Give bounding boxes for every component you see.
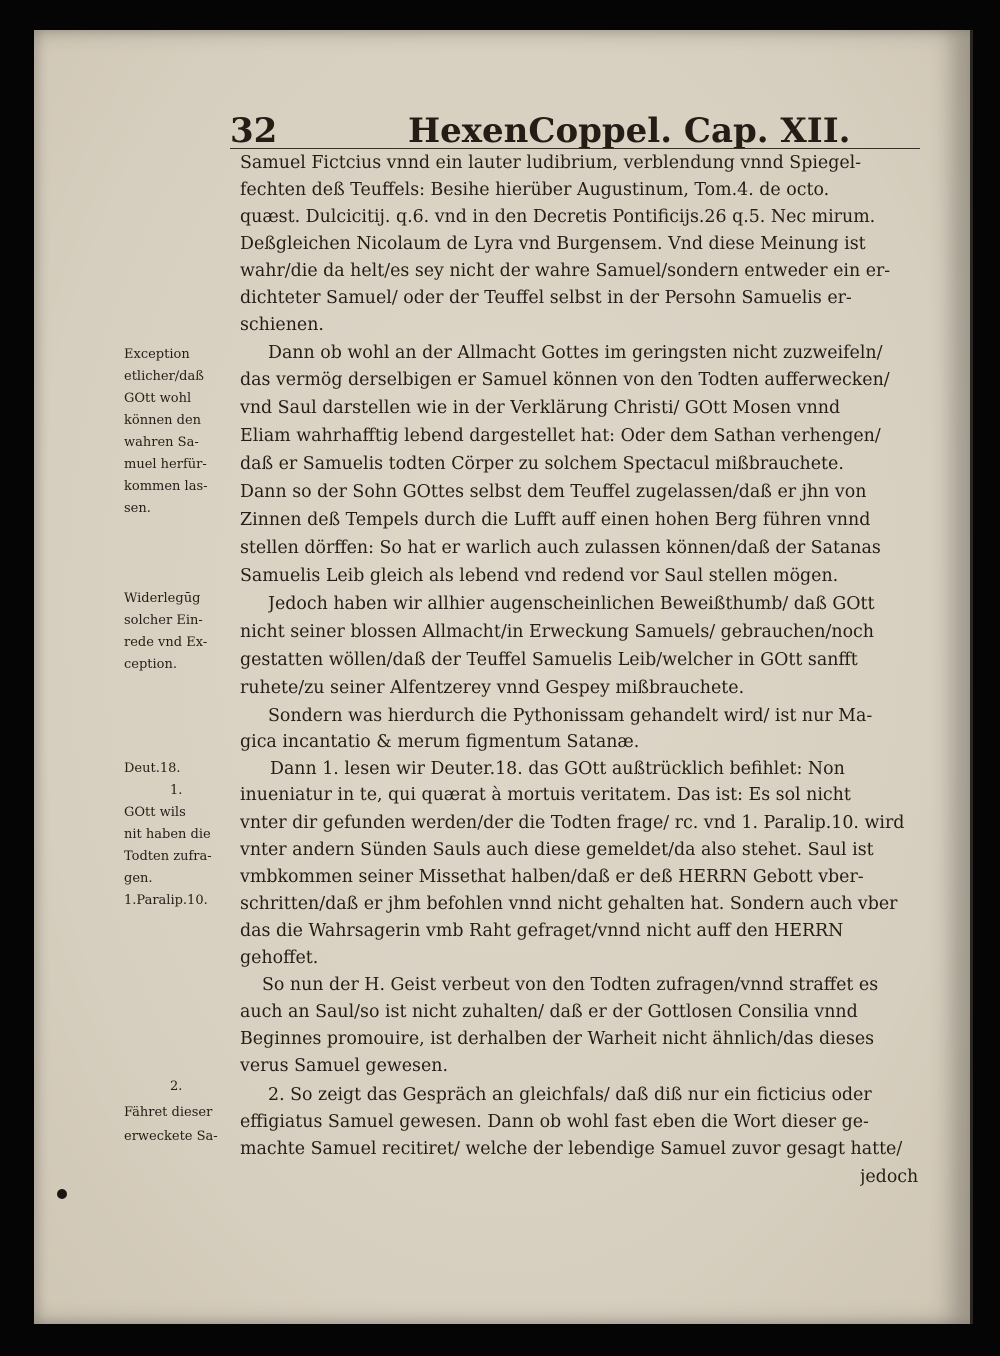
margin-note: Fähret dieser	[124, 1105, 213, 1120]
text-line: machte Samuel recitiret/ welche der lebendige Samuel zuvor gesagt hatte/	[240, 1139, 903, 1159]
text-line: nicht seiner blossen Allmacht/in Erweckung Samuels/ gebrauchen/noch	[240, 622, 874, 642]
margin-note: GOtt wohl	[124, 391, 192, 406]
ink-spot	[57, 1189, 67, 1199]
text-line: fechten deß Teuffels: Besihe hierüber Augustinum, Tom.4. de octo.	[240, 180, 830, 200]
margin-note: erweckete Sa-	[124, 1129, 218, 1144]
margin-note: 1.	[170, 783, 183, 798]
text-line: Sondern was hierdurch die Pythonissam gehandelt wird/ ist nur Ma-	[268, 706, 873, 726]
margin-note: kommen las-	[124, 479, 208, 494]
page-header	[230, 108, 930, 154]
text-line: Beginnes promouire, ist derhalben der Warheit nicht ähnlich/das dieses	[240, 1029, 875, 1049]
text-line: auch an Saul/so ist nicht zuhalten/ daß er der Gottlosen Consilia vnnd	[240, 1002, 858, 1022]
running-head: HexenCoppel. Cap. XII.	[408, 111, 851, 151]
margin-note: Widerlegūg	[124, 591, 201, 606]
margin-note: wahren Sa-	[124, 435, 199, 450]
catchword: jedoch	[860, 1167, 919, 1187]
text-line: Samuelis Leib gleich als lebend vnd redend vor Saul stellen mögen.	[240, 566, 839, 586]
text-line: Samuel Fictcius vnnd ein lauter ludibrium, verblendung vnnd Spiegel-	[240, 153, 862, 173]
margin-note: GOtt wils	[124, 805, 186, 820]
text-line: effigiatus Samuel gewesen. Dann ob wohl fast eben die Wort dieser ge-	[240, 1112, 869, 1132]
margin-note: 1.Paralip.10.	[124, 893, 208, 908]
text-line: gica incantatio & merum figmentum Satanæ.	[240, 732, 640, 752]
margin-note: solcher Ein-	[124, 613, 203, 628]
text-line: Zinnen deß Tempels durch die Lufft auff einen hohen Berg führen vnnd	[240, 510, 871, 530]
text-line: Eliam wahrhafftig lebend dargestellet hat: Oder dem Sathan verhengen/	[240, 426, 881, 446]
text-line: Dann ob wohl an der Allmacht Gottes im geringsten nicht zuzweifeln/	[268, 343, 883, 363]
text-line: So nun der H. Geist verbeut von den Todten zufragen/vnnd straffet es	[262, 975, 879, 995]
text-line: 2. So zeigt das Gespräch an gleichfals/ daß diß nur ein ficticius oder	[268, 1085, 872, 1105]
text-line: vnter dir gefunden werden/der die Todten frage/ rc. vnd 1. Paralip.10. wird	[240, 813, 905, 833]
text-line: daß er Samuelis todten Cörper zu solchem Spectacul mißbrauchete.	[240, 454, 844, 474]
header-rule	[230, 148, 920, 149]
margin-note: ception.	[124, 657, 178, 672]
text-line: wahr/die da helt/es sey nicht der wahre Samuel/sondern entweder ein er-	[240, 261, 891, 281]
text-line: Dann 1. lesen wir Deuter.18. das GOtt außtrücklich befihlet: Non	[270, 759, 845, 779]
text-line: vmbkommen seiner Missethat halben/daß er deß HERRN Gebott vber-	[240, 867, 864, 887]
text-line: das vermög derselbigen er Samuel können von den Todten aufferwecken/	[240, 370, 890, 390]
text-line: inueniatur in te, qui quærat à mortuis veritatem. Das ist: Es sol nicht	[240, 785, 851, 805]
margin-note: etlicher/daß	[124, 369, 204, 384]
margin-note: können den	[124, 413, 202, 428]
text-line: das die Wahrsagerin vmb Raht gefraget/vnnd nicht auff den HERRN	[240, 921, 844, 941]
margin-note: nit haben die	[124, 827, 211, 842]
page-number: 32	[230, 111, 278, 151]
text-line: ruhete/zu seiner Alfentzerey vnnd Gespey mißbrauchete.	[240, 678, 745, 698]
text-line: dichteter Samuel/ oder der Teuffel selbst in der Persohn Samuelis er-	[240, 288, 852, 308]
text-line: gestatten wöllen/daß der Teuffel Samuelis Leib/welcher in GOtt sanfft	[240, 650, 858, 670]
text-line: Dann so der Sohn GOttes selbst dem Teuffel zugelassen/daß er jhn von	[240, 482, 867, 502]
text-line: schritten/daß er jhm befohlen vnnd nicht gehalten hat. Sondern auch vber	[240, 894, 898, 914]
text-line: quæst. Dulcicitij. q.6. vnd in den Decretis Pontificijs.26 q.5. Nec mirum.	[240, 207, 876, 227]
margin-note: Deut.18.	[124, 761, 181, 776]
margin-note: sen.	[124, 501, 151, 516]
text-line: Jedoch haben wir allhier augenscheinlichen Beweißthumb/ daß GOtt	[268, 594, 875, 614]
text-line: schienen.	[240, 315, 324, 335]
text-line: vnter andern Sünden Sauls auch diese gemeldet/da also stehet. Saul ist	[240, 840, 874, 860]
text-line: gehoffet.	[240, 948, 319, 968]
margin-note: gen.	[124, 871, 153, 886]
margin-note: 2.	[170, 1079, 183, 1094]
text-line: Deßgleichen Nicolaum de Lyra vnd Burgensem. Vnd diese Meinung ist	[240, 234, 866, 254]
margin-note: Todten zufra-	[124, 849, 212, 864]
text-line: vnd Saul darstellen wie in der Verklärung Christi/ GOtt Mosen vnnd	[240, 398, 841, 418]
margin-note: muel herfür-	[124, 457, 207, 472]
text-line: stellen dörffen: So hat er warlich auch zulassen können/daß der Satanas	[240, 538, 881, 558]
margin-note: rede vnd Ex-	[124, 635, 208, 650]
text-line: verus Samuel gewesen.	[240, 1056, 448, 1076]
margin-note: Exception	[124, 347, 190, 362]
